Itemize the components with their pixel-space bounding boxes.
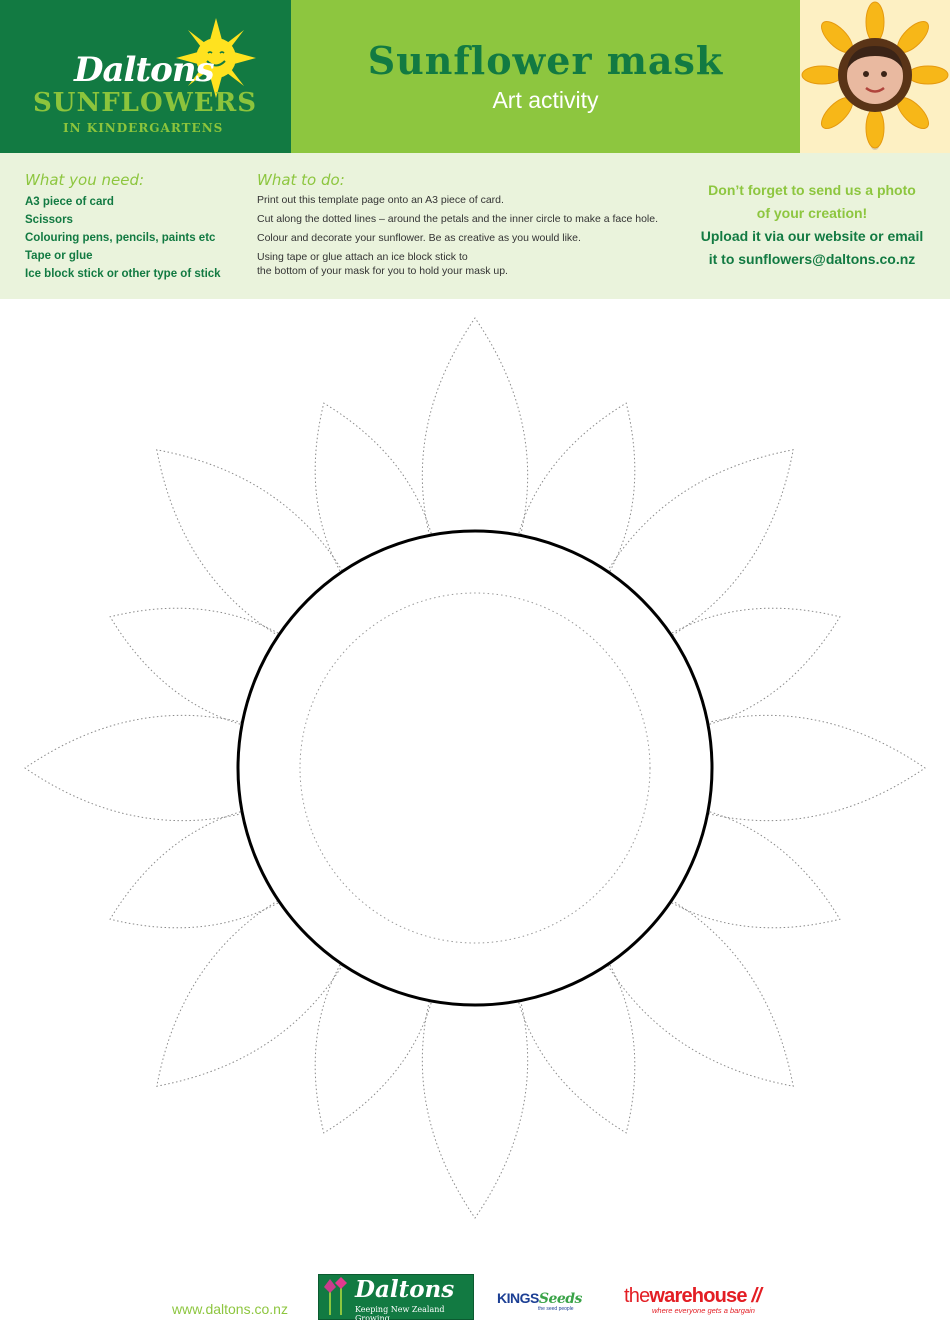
petal-cut-line [422,318,527,547]
logo-brand: Daltons [74,50,214,90]
reminder-line: of your creation! [756,205,868,221]
list-item: Cut along the dotted lines – around the petals and the inner circle to make a face hole. [257,213,659,225]
reminder-line: Don’t forget to send us a photo [708,182,916,198]
sunflower-mask-template [0,299,950,1239]
mask-face-circle [238,531,712,1005]
list-item: Scissors [25,214,73,226]
list-item: Colouring pens, pencils, paints etc [25,232,216,244]
the-warehouse-logo [624,1285,761,1308]
warehouse-word: warehouse [649,1285,747,1307]
photo-reminder [690,179,934,225]
warehouse-mark: // [751,1285,761,1307]
seeds-word: Seeds [538,1291,582,1307]
need-list [25,193,221,283]
daltons-footer-name: Daltons [355,1276,455,1303]
page-subtitle: Art activity [492,87,599,113]
list-item: the bottom of your mask for you to hold your mask up. [257,265,508,277]
list-item: Print out this template page onto an A3 piece of card. [257,194,504,206]
list-item: A3 piece of card [25,196,114,208]
todo-list [257,193,677,283]
todo-heading: What to do: [257,171,345,189]
child-sunflower-photo [800,0,950,153]
need-heading: What you need: [25,171,145,189]
instructions-band [0,153,950,299]
upload-email[interactable]: it to sunflowers@daltons.co.nz [708,251,916,267]
page-title: Sunflower mask [367,38,724,83]
logo-sub: SUNFLOWERS [33,88,258,118]
upload-note [690,225,934,271]
warehouse-the: the [624,1285,650,1307]
logo-small-text: IN KINDERGARTENS [63,121,224,135]
daltons-sunflowers-logo [0,0,291,153]
petal-cut-line [25,715,254,820]
title-block [291,0,800,153]
kings-tagline: the seed people [538,1306,574,1312]
warehouse-tagline: where everyone gets a bargain [652,1306,755,1315]
daltons-footer-tagline: Keeping New Zealand Growing [355,1305,445,1323]
petal-cut-line [422,989,527,1218]
list-item: Ice block stick or other type of stick [25,268,221,280]
list-item: Using tape or glue attach an ice block stick to [257,251,468,263]
kings-seeds-logo [497,1290,582,1307]
list-item: Tape or glue [25,250,93,262]
upload-line: Upload it via our website or email [700,228,924,244]
daltons-footer-logo [318,1274,474,1323]
petal-cut-line [696,715,925,820]
kings-word: KINGS [497,1290,539,1306]
website-link[interactable]: www.daltons.co.nz [172,1301,288,1317]
tulips-icon [322,1277,352,1317]
header [0,0,950,153]
list-item: Colour and decorate your sunflower. Be as creative as you would like. [257,232,581,244]
sunflower-mask-photo-icon [800,0,950,153]
